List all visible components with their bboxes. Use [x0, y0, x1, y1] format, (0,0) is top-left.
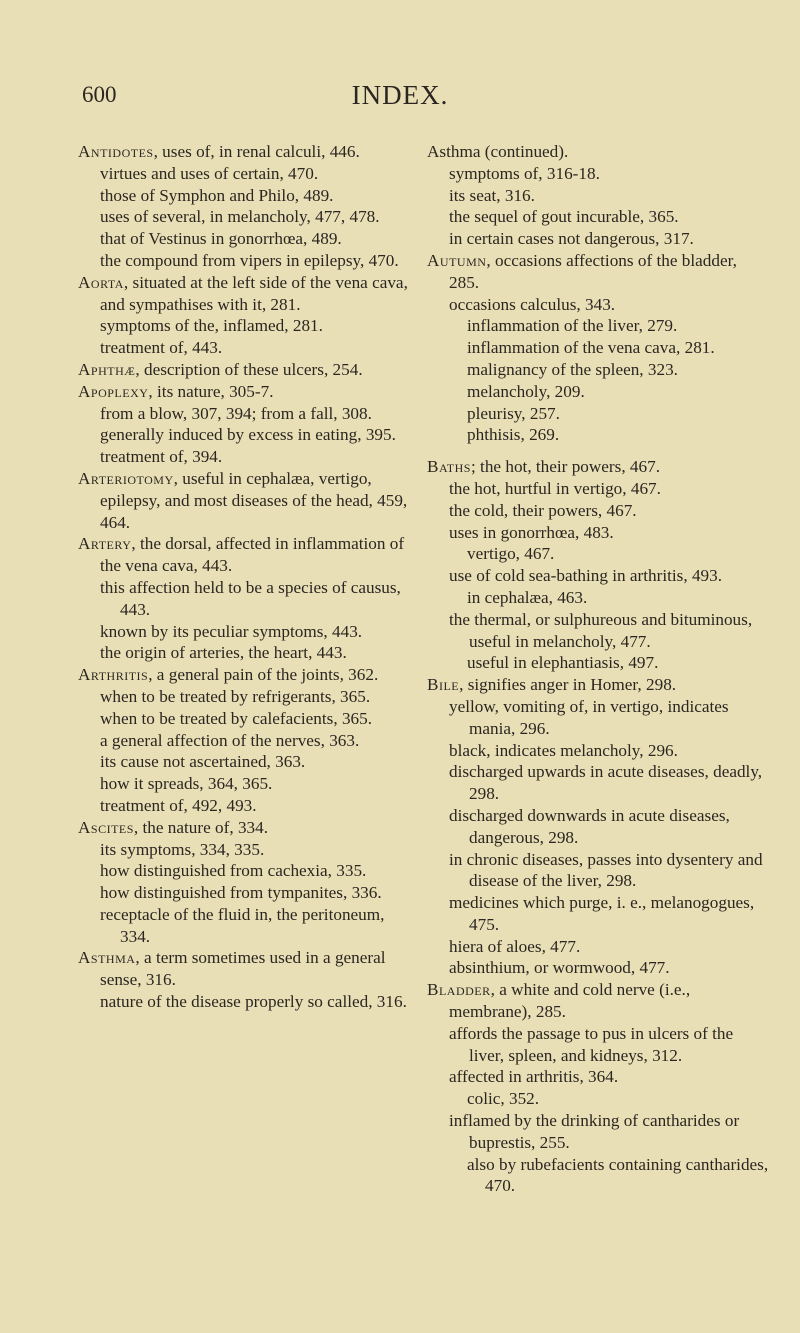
index-subentry	[78, 904, 416, 948]
index-subentry	[427, 1154, 771, 1198]
entry-text: Asthma (continued).	[427, 142, 569, 161]
entry-text: those of Symphon and Philo, 489.	[100, 185, 334, 205]
index-subentry	[78, 882, 416, 904]
index-subentry	[78, 991, 416, 1013]
entry-text: its seat, 316.	[449, 185, 535, 205]
entry-text: , uses of, in renal calculi, 446.	[153, 142, 360, 161]
entry-text: affected in arthritis, 364.	[449, 1067, 619, 1087]
index-subentry	[427, 337, 771, 359]
index-subentry	[78, 686, 416, 708]
entry-text: uses of several, in melancholy, 477, 478.	[100, 207, 380, 227]
entry-headword: Bile	[427, 675, 460, 695]
index-subentry	[427, 1066, 771, 1088]
entry-text: , description of these ulcers, 254.	[135, 359, 363, 379]
index-subentry	[427, 478, 771, 500]
index-subentry	[78, 228, 416, 250]
index-subentry	[78, 446, 416, 468]
entry-text: inflammation of the vena cava, 281.	[467, 338, 715, 358]
index-subentry	[78, 403, 416, 425]
entry-text: treatment of, 492, 493.	[100, 795, 257, 815]
entry-text: known by its peculiar symptoms, 443.	[100, 621, 363, 641]
index-entry	[427, 979, 771, 1023]
entry-text: in certain cases not dangerous, 317.	[449, 229, 694, 249]
index-subentry	[427, 587, 771, 609]
entry-text: phthisis, 269.	[467, 425, 560, 445]
entry-text: , the nature of, 334.	[133, 817, 269, 837]
entry-text: nature of the disease properly so called, 316.	[100, 992, 407, 1012]
index-subentry	[427, 740, 771, 762]
index-subentry	[78, 773, 416, 795]
index-subentry	[427, 696, 771, 740]
entry-text: , situated at the left side of the vena cava, and sympathises with it, 281.	[100, 272, 408, 314]
entry-text: how distinguished from cachexia, 335.	[100, 861, 367, 881]
entry-text: occasions calculus, 343.	[449, 294, 616, 314]
index-subentry	[78, 839, 416, 861]
entry-headword: Aorta	[78, 272, 124, 292]
index-subentry	[427, 294, 771, 316]
index-subentry	[427, 228, 771, 250]
index-subentry	[78, 315, 416, 337]
page-number: 600	[82, 82, 117, 107]
index-subentry	[427, 849, 771, 893]
entry-text: its symptoms, 334, 335.	[100, 839, 265, 859]
index-subentry	[78, 708, 416, 730]
index-subentry	[78, 424, 416, 446]
index-subentry	[78, 795, 416, 817]
index-subentry	[78, 751, 416, 773]
entry-text: , a white and cold nerve (i.e., membrane), 285.	[449, 980, 691, 1022]
entry-text: discharged upwards in acute diseases, deadly, 298.	[449, 762, 763, 804]
entry-text: the origin of arteries, the heart, 443.	[100, 643, 347, 663]
entry-text: , useful in cephalæa, vertigo, epilepsy, and most diseases of the head, 459, 464.	[100, 468, 408, 532]
index-subentry	[427, 761, 771, 805]
entry-text: its cause not ascertained, 363.	[100, 752, 306, 772]
entry-text: treatment of, 443.	[100, 338, 223, 358]
entry-text: vertigo, 467.	[467, 544, 555, 564]
right-column	[427, 141, 771, 1197]
entry-headword: Ascites	[78, 817, 134, 837]
entry-text: that of Vestinus in gonorrhœa, 489.	[100, 229, 342, 249]
index-subentry	[427, 652, 771, 674]
index-subentry	[427, 1088, 771, 1110]
index-subentry	[78, 642, 416, 664]
index-entry	[78, 272, 416, 316]
index-subentry	[427, 359, 771, 381]
entry-text: yellow, vomiting of, in vertigo, indicates mania, 296.	[449, 696, 729, 738]
entry-text: colic, 352.	[467, 1089, 540, 1109]
entry-text: how distinguished from tympanites, 336.	[100, 883, 382, 903]
entry-headword: Aphthæ	[78, 359, 136, 379]
left-column	[78, 141, 416, 1013]
index-subentry	[427, 381, 771, 403]
entry-text: the cold, their powers, 467.	[449, 500, 637, 520]
entry-text: malignancy of the spleen, 323.	[467, 359, 678, 379]
entry-text: , its nature, 305-7.	[148, 381, 274, 401]
entry-text: when to be treated by calefacients, 365.	[100, 708, 373, 728]
entry-headword: Apoplexy	[78, 381, 149, 401]
index-subentry	[78, 337, 416, 359]
index-subentry	[427, 163, 771, 185]
entry-text: , a general pain of the joints, 362.	[148, 665, 379, 685]
index-entry	[427, 250, 771, 294]
entry-text: the thermal, or sulphureous and bituminous, useful in melancholy, 477.	[449, 609, 753, 651]
entry-headword: Bladder	[427, 980, 491, 1000]
entry-text: discharged downwards in acute diseases, dangerous, 298.	[449, 805, 730, 847]
entry-text: receptacle of the fluid in, the peritoneum, 334.	[100, 904, 385, 946]
index-entry	[78, 359, 416, 381]
index-subentry	[427, 206, 771, 228]
index-subentry	[427, 522, 771, 544]
entry-headword: Baths	[427, 457, 471, 477]
entry-text: the compound from vipers in epilepsy, 470.	[100, 250, 399, 270]
index-subentry	[427, 185, 771, 207]
entry-headword: Antidotes	[78, 142, 154, 161]
index-subentry	[78, 621, 416, 643]
index-subentry	[78, 250, 416, 272]
index-subentry	[427, 1110, 771, 1154]
entry-text: from a blow, 307, 394; from a fall, 308.	[100, 403, 372, 423]
entry-text: the sequel of gout incurable, 365.	[449, 207, 679, 227]
index-subentry	[427, 957, 771, 979]
entry-headword: Arthritis	[78, 665, 149, 685]
index-entry	[78, 817, 416, 839]
entry-text: useful in elephantiasis, 497.	[467, 653, 659, 673]
index-entry	[78, 664, 416, 686]
entry-headword: Arteriotomy	[78, 468, 174, 488]
entry-text: black, indicates melancholy, 296.	[449, 740, 678, 760]
entry-headword: Autumn	[427, 250, 487, 270]
entry-text: the hot, hurtful in vertigo, 467.	[449, 478, 661, 498]
index-entry	[78, 381, 416, 403]
entry-text: hiera of aloes, 477.	[449, 936, 581, 956]
entry-text: , occasions affections of the bladder, 285.	[449, 250, 737, 292]
index-subentry	[78, 185, 416, 207]
entry-headword: Artery	[78, 534, 132, 554]
index-entry	[78, 947, 416, 991]
index-entry	[427, 456, 771, 478]
index-subentry	[78, 577, 416, 621]
index-entry	[78, 468, 416, 533]
entry-text: virtues and uses of certain, 470.	[100, 163, 319, 183]
index-entry	[78, 533, 416, 577]
index-subentry	[78, 163, 416, 185]
entry-text: in chronic diseases, passes into dysentery and disease of the liver, 298.	[449, 849, 763, 891]
entry-text: affords the passage to pus in ulcers of the liver, spleen, and kidneys, 312.	[449, 1023, 734, 1065]
entry-text: inflamed by the drinking of cantharides or buprestis, 255.	[449, 1111, 740, 1152]
index-entry	[427, 141, 771, 163]
entry-text: this affection held to be a species of causus, 443.	[100, 577, 401, 619]
entry-text: when to be treated by refrigerants, 365.	[100, 686, 371, 706]
entry-text: , a term sometimes used in a general sense, 316.	[100, 948, 386, 990]
entry-text: how it spreads, 364, 365.	[100, 774, 273, 794]
entry-text: symptoms of, 316-18.	[449, 163, 600, 183]
entry-text: a general affection of the nerves, 363.	[100, 730, 360, 750]
index-subentry	[427, 805, 771, 849]
index-entry	[427, 674, 771, 696]
entry-text: in cephalæa, 463.	[467, 587, 588, 607]
entry-text: treatment of, 394.	[100, 447, 223, 467]
index-subentry	[427, 1023, 771, 1067]
entry-text: uses in gonorrhœa, 483.	[449, 522, 614, 542]
index-subentry	[427, 609, 771, 653]
index-subentry	[427, 403, 771, 425]
entry-text: pleurisy, 257.	[467, 403, 560, 423]
index-entry	[78, 141, 416, 163]
entry-text: , signifies anger in Homer, 298.	[459, 675, 677, 695]
index-subentry	[78, 730, 416, 752]
index-subentry	[427, 936, 771, 958]
index-subentry	[78, 860, 416, 882]
entry-text: generally induced by excess in eating, 395.	[100, 425, 396, 445]
entry-text: inflammation of the liver, 279.	[467, 316, 678, 336]
entry-text: ; the hot, their powers, 467.	[470, 457, 661, 477]
index-subentry	[427, 565, 771, 587]
entry-text: absinthium, or wormwood, 477.	[449, 958, 670, 978]
entry-text: , the dorsal, affected in inflammation of the vena cava, 443.	[100, 534, 405, 576]
index-subentry	[78, 206, 416, 228]
entry-text: also by rubefacients containing cantharides, 470.	[467, 1154, 769, 1196]
index-subentry	[427, 500, 771, 522]
entry-text: use of cold sea-bathing in arthritis, 493.	[449, 566, 723, 586]
index-subentry	[427, 424, 771, 446]
entry-headword: Asthma	[78, 948, 136, 968]
entry-text: melancholy, 209.	[467, 381, 585, 401]
index-subentry	[427, 315, 771, 337]
page-title: INDEX.	[351, 80, 449, 110]
entry-text: medicines which purge, i. e., melanogogues, 475.	[449, 893, 755, 934]
entry-text: symptoms of the, inflamed, 281.	[100, 316, 323, 336]
index-subentry	[427, 543, 771, 565]
index-subentry	[427, 892, 771, 936]
